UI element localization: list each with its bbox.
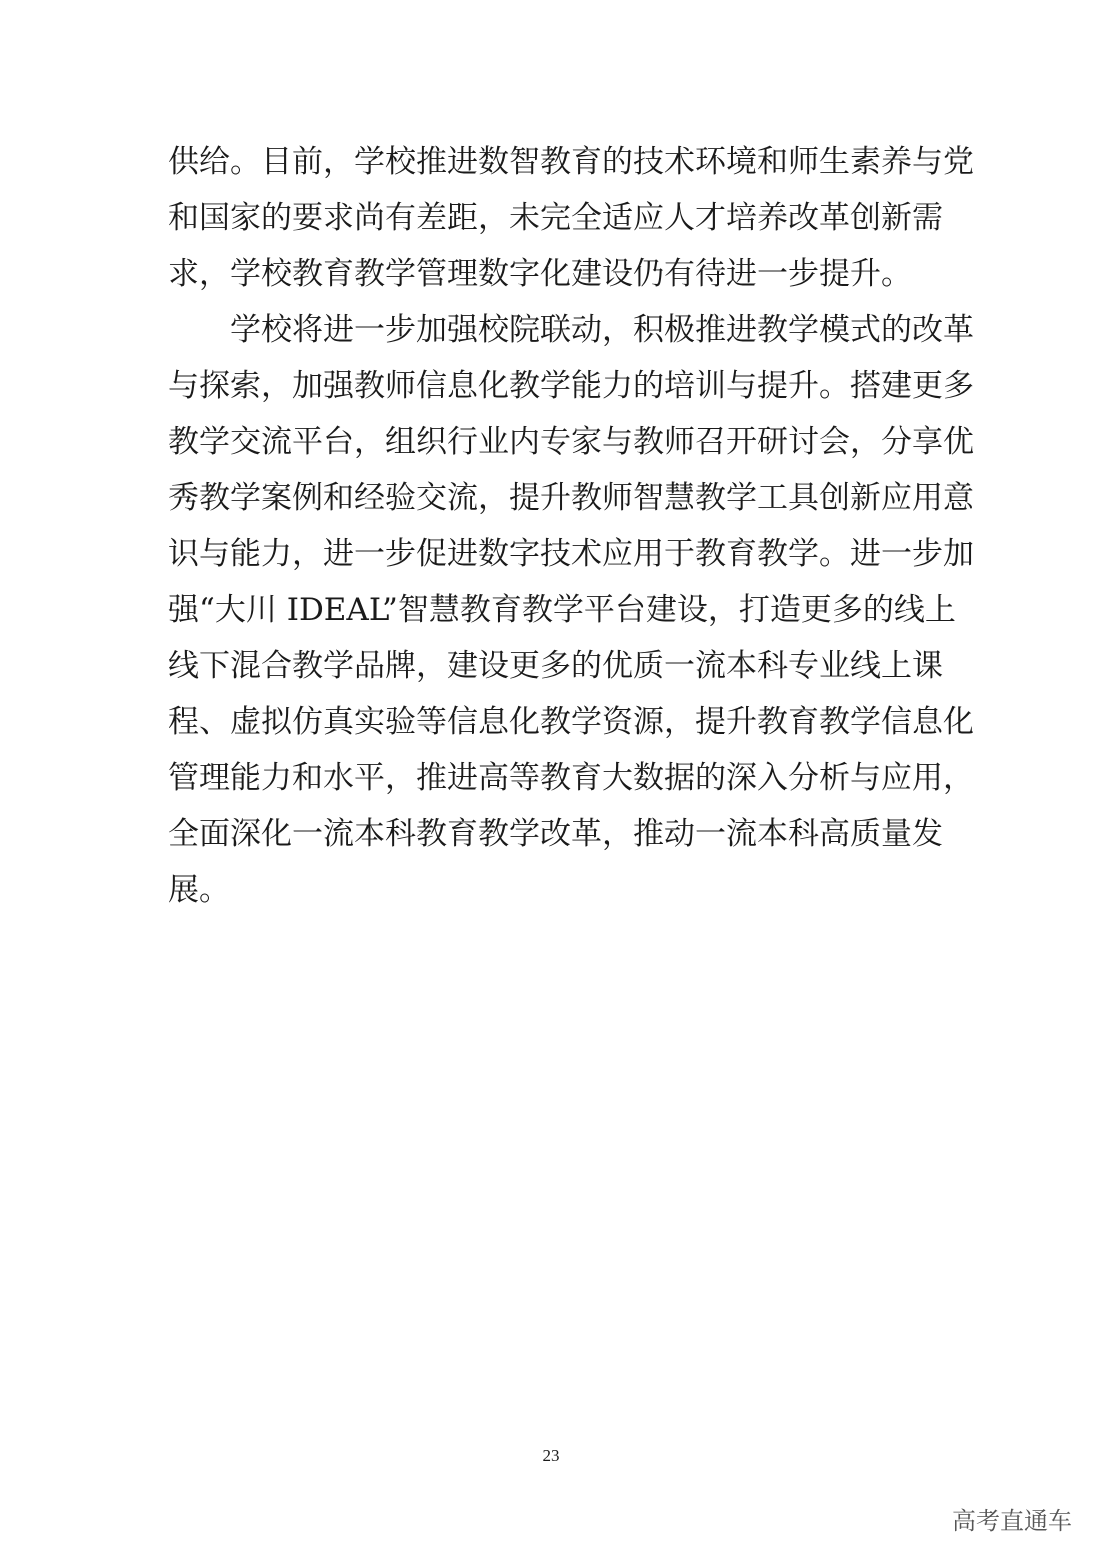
text-line: 供给。目前，学校推进数智教育的技术环境和师生素养与党	[168, 144, 974, 180]
text-line: 程、虚拟仿真实验等信息化教学资源，提升教育教学信息化	[168, 704, 974, 740]
text-line: 秀教学案例和经验交流，提升教师智慧教学工具创新应用意	[168, 480, 974, 516]
text-line: 展。	[168, 872, 230, 908]
text-line: 线下混合教学品牌，建设更多的优质一流本科专业线上课	[168, 648, 943, 684]
paragraph-first-line: 学校将进一步加强校院联动，积极推进教学模式的改革	[230, 312, 974, 348]
text-line: 强“大川 IDEAL”智慧教育教学平台建设，打造更多的线上	[168, 592, 956, 628]
page-number: 23	[542, 1446, 560, 1465]
watermark-text: 高考直通车	[952, 1507, 1072, 1535]
text-line: 和国家的要求尚有差距，未完全适应人才培养改革创新需	[168, 200, 943, 236]
text-line: 管理能力和水平，推进高等教育大数据的深入分析与应用，	[168, 760, 974, 796]
text-line: 识与能力，进一步促进数字技术应用于教育教学。进一步加	[168, 536, 974, 572]
text-line: 求，学校教育教学管理数字化建设仍有待进一步提升。	[168, 256, 912, 292]
text-line: 教学交流平台，组织行业内专家与教师召开研讨会，分享优	[168, 424, 974, 460]
text-line: 全面深化一流本科教育教学改革，推动一流本科高质量发	[168, 816, 943, 852]
text-line: 与探索，加强教师信息化教学能力的培训与提升。搭建更多	[168, 368, 974, 404]
